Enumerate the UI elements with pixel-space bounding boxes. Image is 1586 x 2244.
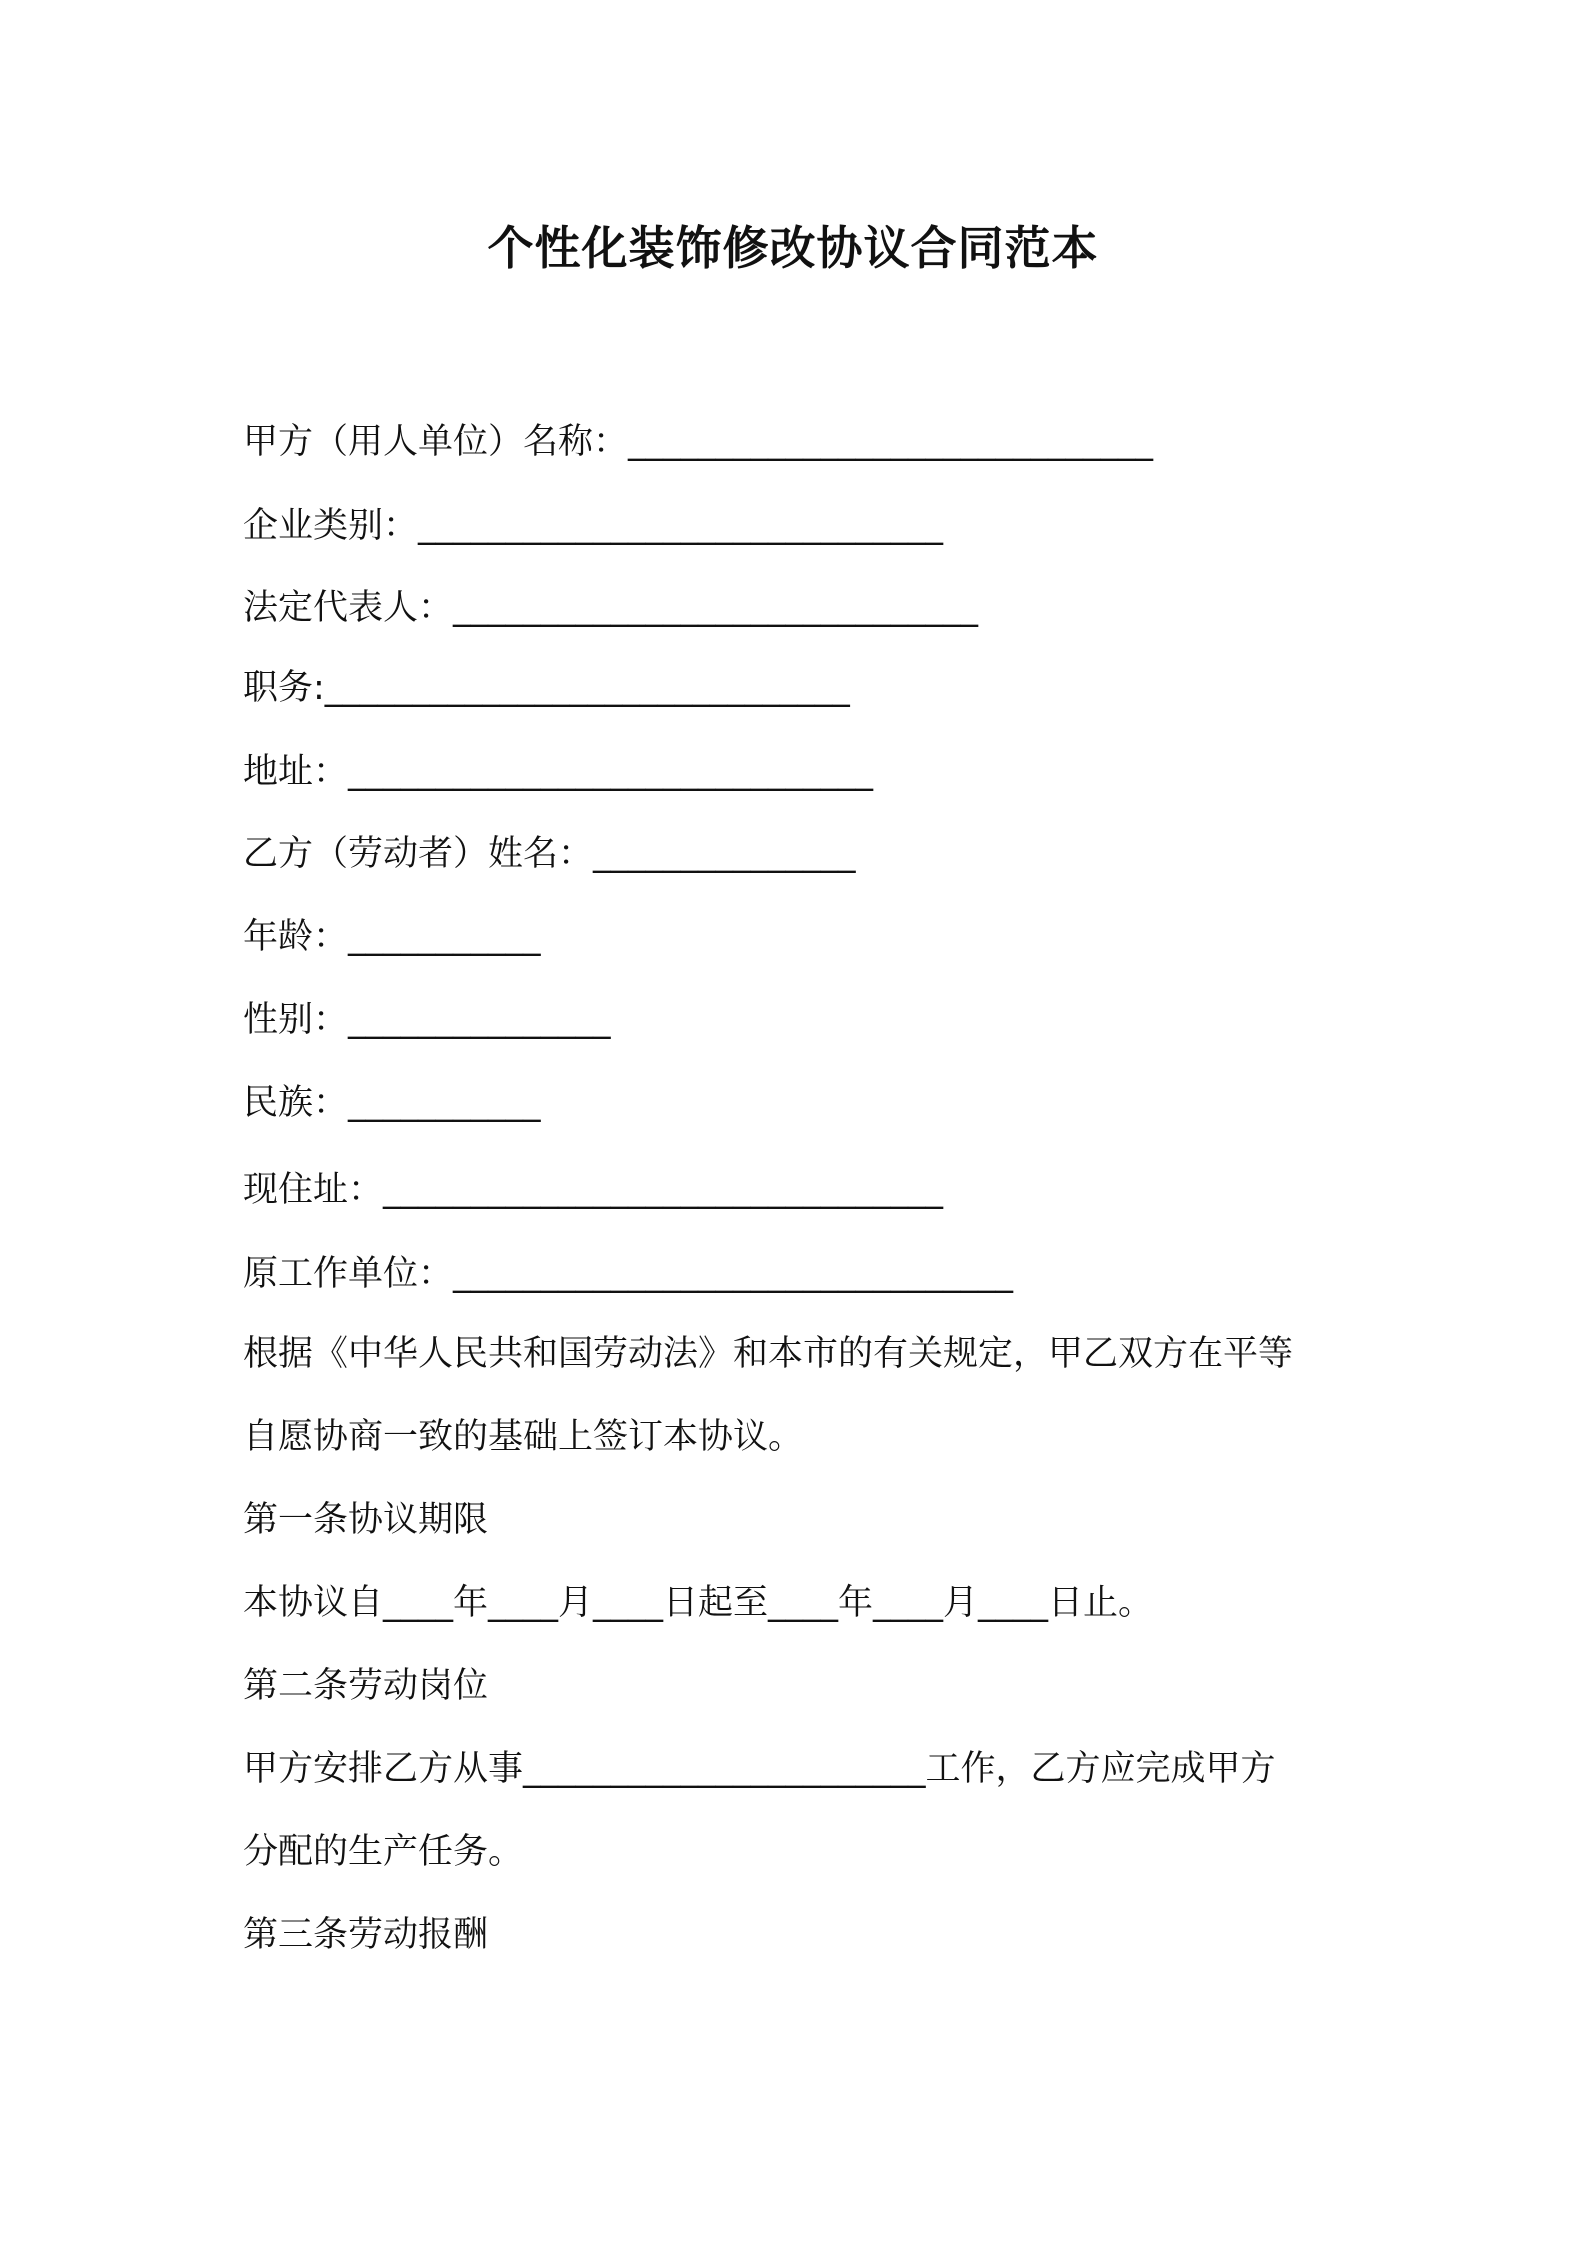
current-address-field: 现住址：________________________________ bbox=[243, 1170, 944, 1210]
intro-paragraph-line-1: 根据《中华人民共和国劳动法》和本市的有关规定，甲乙双方在平等 bbox=[243, 1334, 1294, 1374]
gender-field: 性别：_______________ bbox=[243, 1000, 611, 1040]
legal-representative-field: 法定代表人：______________________________ bbox=[243, 588, 979, 628]
intro-paragraph-line-2: 自愿协商一致的基础上签订本协议。 bbox=[243, 1417, 804, 1457]
article-1-heading: 第一条协议期限 bbox=[243, 1500, 489, 1540]
article-2-heading: 第二条劳动岗位 bbox=[243, 1666, 489, 1706]
ethnicity-field: 民族：___________ bbox=[243, 1083, 541, 1123]
former-employer-field: 原工作单位：________________________________ bbox=[243, 1254, 1014, 1294]
article-1-text: 本协议自____年____月____日起至____年____月____日止。 bbox=[243, 1583, 1154, 1623]
enterprise-category-field: 企业类别：______________________________ bbox=[243, 506, 944, 546]
employee-name-field: 乙方（劳动者）姓名：_______________ bbox=[243, 834, 856, 874]
document-title: 个性化装饰修改协议合同范本 bbox=[487, 221, 1099, 275]
article-3-heading: 第三条劳动报酬 bbox=[243, 1915, 489, 1955]
address-field: 地址：______________________________ bbox=[243, 752, 874, 792]
article-2-text-line-2: 分配的生产任务。 bbox=[243, 1832, 524, 1872]
article-2-text-line-1: 甲方安排乙方从事_______________________工作，乙方应完成甲方 bbox=[243, 1749, 1276, 1789]
position-field: 职务:______________________________ bbox=[243, 668, 850, 708]
employer-name-field: 甲方（用人单位）名称：______________________________ bbox=[243, 422, 1154, 462]
age-field: 年龄：___________ bbox=[243, 917, 541, 957]
